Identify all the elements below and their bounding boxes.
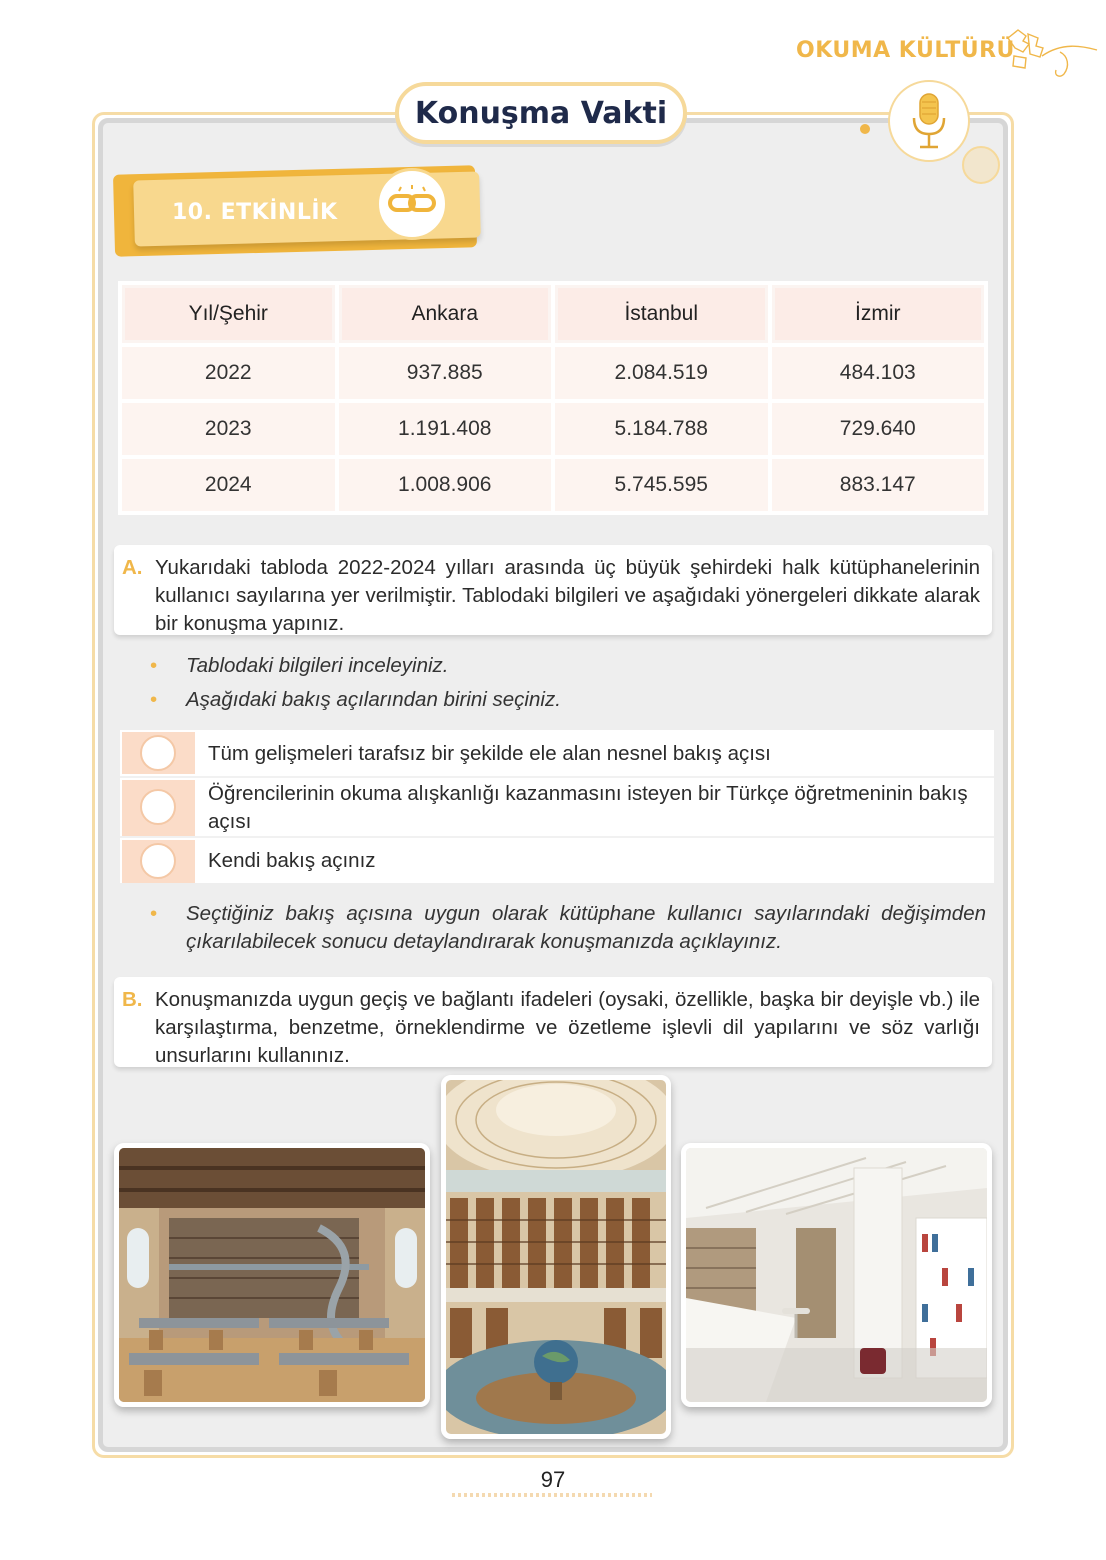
table-cell: 937.885 <box>339 347 552 399</box>
section-b-box <box>114 977 992 1067</box>
bullet-dot: • <box>150 902 158 925</box>
table-cell: 2.084.519 <box>555 347 768 399</box>
library-hall-illustration <box>119 1148 425 1402</box>
section-a-letter: A. <box>122 556 143 579</box>
table-cell: 5.184.788 <box>555 403 768 455</box>
viewpoint-option[interactable] <box>120 836 994 883</box>
decorative-circle <box>962 146 1000 184</box>
bullet-item <box>150 900 986 956</box>
bullet-text: Aşağıdaki bakış açılarından birini seçiniz. <box>186 688 561 711</box>
chain-badge <box>376 168 448 240</box>
activity-label: 10. ETKİNLİK <box>172 200 338 225</box>
library-users-table <box>118 281 988 515</box>
table-cell: 1.008.906 <box>339 459 552 511</box>
option-text: Öğrencilerinin okuma alışkanlığı kazanmasını isteyen bir Türkçe öğretmeninin bakış açısı <box>208 782 968 833</box>
option-radio[interactable] <box>140 789 176 825</box>
bullet-dot: • <box>150 654 158 677</box>
page-title: Konuşma Vakti <box>395 82 687 144</box>
section-b-text: Konuşmanızda uygun geçiş ve bağlantı ifadeleri (oysaki, özellikle, başka bir deyişle vb.) ile karşılaştırma, benzetme, örneklendirme ve özetleme işlevli dil yapılarını ve söz varlığı unsurlarını kullanınız. <box>155 988 980 1067</box>
bullet-item <box>150 686 950 714</box>
page-number: 97 <box>540 1467 566 1492</box>
section-a-text: Yukarıdaki tabloda 2022-2024 yılları arasında üç büyük şehirdeki halk kütüphanelerinin kullanıcı sayılarına yer verilmiştir. Tablodaki bilgileri ve aşağıdaki yönergeleri dikkate alarak bir konuşma yapınız. <box>155 556 980 635</box>
table-cell: 729.640 <box>772 403 985 455</box>
option-text: Kendi bakış açınız <box>208 849 376 872</box>
table-cell: 1.191.408 <box>339 403 552 455</box>
option-radio[interactable] <box>140 843 176 879</box>
table-cell: 883.147 <box>772 459 985 511</box>
section-label: OKUMA KÜLTÜRÜ <box>796 38 1015 63</box>
rotunda-illustration <box>446 1080 666 1434</box>
viewpoint-options <box>120 730 994 883</box>
table-header-row <box>122 285 984 343</box>
section-b-letter: B. <box>122 988 143 1011</box>
microphone-badge <box>888 80 970 162</box>
option-text: Tüm gelişmeleri tarafsız bir şekilde ele alan nesnel bakış açısı <box>208 742 771 765</box>
table-cell: 2023 <box>122 403 335 455</box>
viewpoint-option[interactable] <box>120 776 994 836</box>
table-header-cell: Ankara <box>339 285 552 343</box>
table-cell: 2022 <box>122 347 335 399</box>
library-photo-historic-hall <box>114 1143 430 1407</box>
table-header-cell: İstanbul <box>555 285 768 343</box>
microphone-icon <box>890 82 968 160</box>
bullet-dot: • <box>150 688 158 711</box>
table-row <box>122 347 984 399</box>
modern-library-illustration <box>686 1148 987 1402</box>
chain-link-icon <box>379 171 445 237</box>
library-photo-modern <box>681 1143 992 1407</box>
library-photo-rotunda <box>441 1075 671 1439</box>
table-header-cell: Yıl/Şehir <box>122 285 335 343</box>
viewpoint-option[interactable] <box>120 730 994 776</box>
table-cell: 5.745.595 <box>555 459 768 511</box>
puzzle-icon <box>1000 26 1100 86</box>
bullet-text: Tablodaki bilgileri inceleyiniz. <box>186 654 449 677</box>
table-header-cell: İzmir <box>772 285 985 343</box>
table-cell: 2024 <box>122 459 335 511</box>
bullet-text: Seçtiğiniz bakış açısına uygun olarak kütüphane kullanıcı sayılarındaki değişimden çıkarılabilecek sonucu detaylandırarak konuşmanızda açıklayınız. <box>186 902 986 953</box>
table-row <box>122 459 984 511</box>
option-radio[interactable] <box>140 735 176 771</box>
decorative-dot <box>860 124 870 134</box>
section-a-box <box>114 545 992 635</box>
table-row <box>122 403 984 455</box>
page-number-underline <box>452 1493 652 1497</box>
bullet-item <box>150 652 950 680</box>
table-cell: 484.103 <box>772 347 985 399</box>
